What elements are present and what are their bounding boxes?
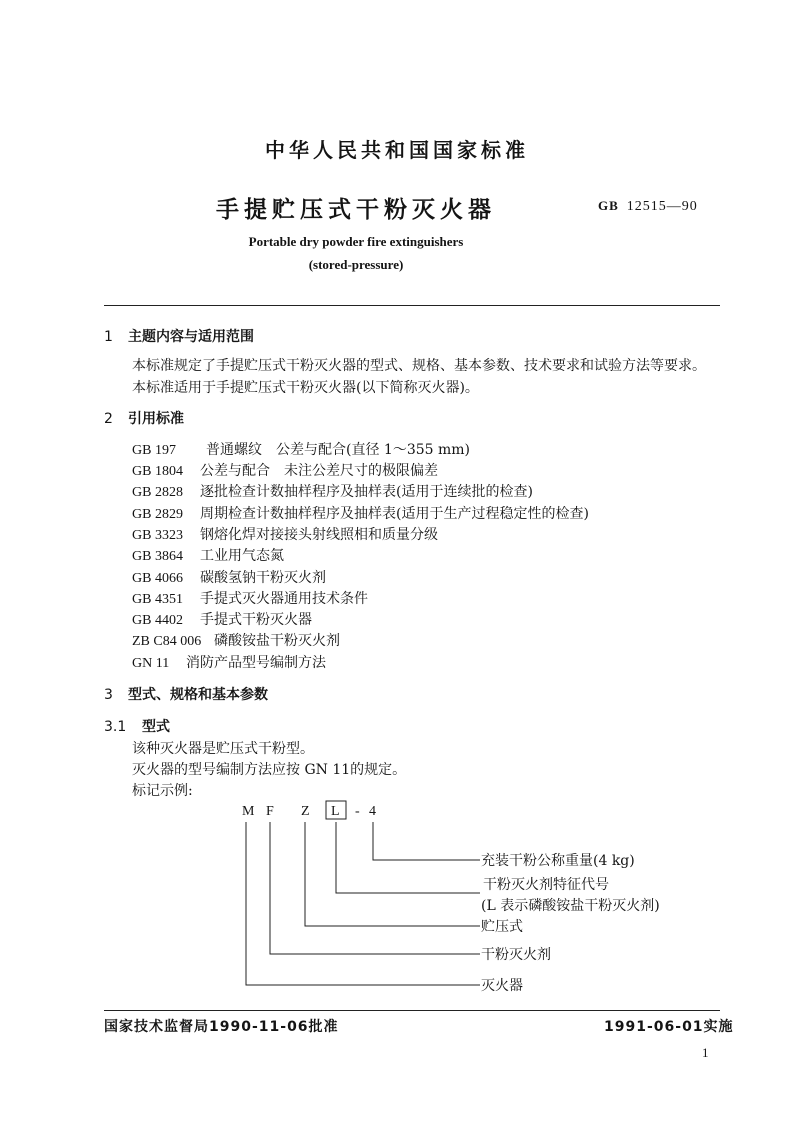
section-2-title: 引用标准: [128, 411, 184, 427]
reference-title: 磷酸铵盐干粉灭火剂: [214, 633, 340, 649]
reference-code: GB 4066: [132, 571, 183, 586]
reference-code: GB 1804: [132, 464, 183, 479]
section-3-title: 型式、规格和基本参数: [128, 687, 268, 703]
code-letter-l: L: [331, 804, 340, 819]
subsection-3-1-line-2: 灭火器的型号编制方法应按 GN 11的规定。: [132, 762, 407, 778]
reference-code: GB 3323: [132, 528, 183, 543]
subsection-3-1-line-1: 该种灭火器是贮压式干粉型。: [132, 741, 314, 757]
reference-title: 手提式灭火器通用技术条件: [200, 591, 368, 607]
reference-title: 手提式干粉灭火器: [200, 612, 312, 628]
leader-line-agent-code: [336, 822, 480, 893]
effective-date: 1991-06-01实施: [604, 1019, 734, 1035]
subsection-3-1-title: 型式: [142, 719, 170, 735]
section-1-paragraph-2: 本标准适用于手提贮压式干粉灭火器(以下简称灭火器)。: [132, 380, 479, 396]
subsection-3-1-number: 3.1: [104, 719, 127, 735]
code-digit-4: 4: [369, 804, 376, 819]
reference-code: GB 2828: [132, 485, 183, 500]
label-agent-note: (L 表示磷酸铵盐干粉灭火剂): [481, 898, 660, 914]
reference-code: GB 197: [132, 443, 176, 458]
label-extinguisher: 灭火器: [481, 978, 523, 994]
reference-code: ZB C84 006: [132, 634, 202, 649]
reference-title: 钢熔化焊对接接头射线照相和质量分级: [200, 527, 438, 543]
reference-code: GB 3864: [132, 549, 183, 564]
reference-title: 周期检查计数抽样程序及抽样表(适用于生产过程稳定性的检查): [200, 506, 589, 522]
section-1-number: 1: [104, 329, 113, 345]
leader-line-weight: [373, 822, 480, 860]
code-letter-m: M: [242, 804, 255, 819]
reference-title: 逐批检查计数抽样程序及抽样表(适用于连续批的检查): [200, 484, 533, 500]
label-nominal-weight: 充装干粉公称重量(4 kg): [481, 853, 635, 869]
reference-title: 碳酸氢钠干粉灭火剂: [200, 570, 326, 586]
reference-title: 普通螺纹 公差与配合(直径 1～355 mm): [206, 442, 471, 458]
section-1-title: 主题内容与适用范围: [128, 329, 254, 345]
reference-code: GN 11: [132, 656, 170, 671]
reference-code: GB 2829: [132, 507, 183, 522]
reference-title: 工业用气态氮: [200, 548, 284, 564]
section-1-paragraph-1: 本标准规定了手提贮压式干粉灭火器的型式、规格、基本参数、技术要求和试验方法等要求。: [132, 358, 706, 374]
subsection-3-1-line-3: 标记示例:: [132, 783, 193, 799]
reference-title: 公差与配合 未注公差尺寸的极限偏差: [200, 463, 438, 479]
leader-line-dry-powder: [270, 822, 480, 954]
section-2-number: 2: [104, 411, 113, 427]
leader-line-stored-pressure: [305, 822, 480, 926]
label-stored-pressure: 贮压式: [481, 919, 523, 935]
reference-code: GB 4351: [132, 592, 183, 607]
english-title-line2: (stored-pressure): [308, 257, 404, 272]
reference-title: 消防产品型号编制方法: [186, 655, 326, 671]
national-standard-title: 中华人民共和国国家标准: [265, 138, 529, 162]
leader-line-extinguisher: [246, 822, 480, 985]
label-agent-code: 干粉灭火剂特征代号: [483, 877, 609, 893]
document-title: 手提贮压式干粉灭火器: [216, 196, 496, 223]
code-letter-z: Z: [301, 804, 310, 819]
reference-code: GB 4402: [132, 613, 183, 628]
approval-statement: 国家技术监督局1990-11-06批准: [104, 1019, 339, 1035]
code-letter-f: F: [266, 804, 274, 819]
footer-divider: [104, 1010, 720, 1011]
english-title-line1: Portable dry powder fire extinguishers: [248, 234, 464, 249]
standard-code: 12515—90: [626, 199, 698, 214]
standard-prefix: GB: [598, 198, 619, 213]
page-number: 1: [702, 1045, 709, 1060]
label-dry-powder: 干粉灭火剂: [481, 947, 551, 963]
section-3-number: 3: [104, 687, 113, 703]
code-dash: -: [355, 804, 360, 819]
